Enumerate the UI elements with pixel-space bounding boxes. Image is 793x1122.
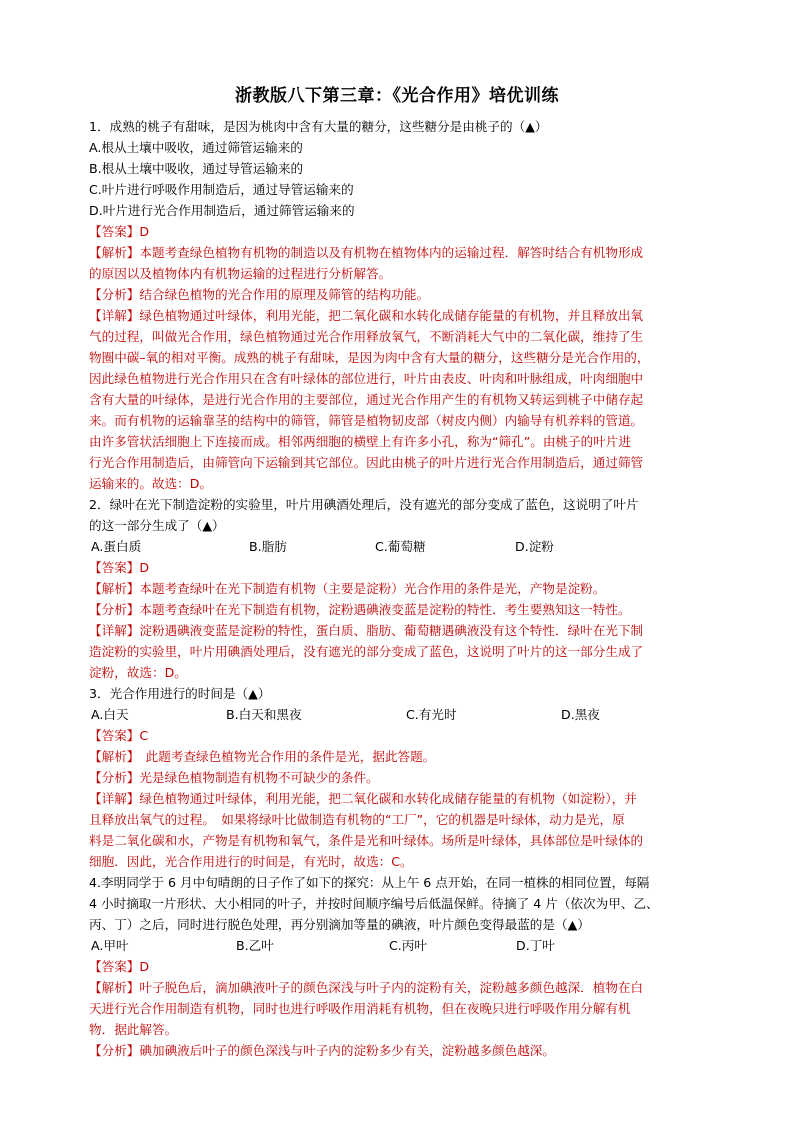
question-3 xyxy=(89,683,705,872)
question-4-jiexi-line: 【解析】叶子脱色后，滴加碘液叶子的颜色深浅与叶子内的淀粉有关，淀粉越多颜色越深．植物在白 xyxy=(89,980,644,995)
question-3-options xyxy=(89,704,705,725)
question-1-option-d: D.叶片进行光合作用制造后，通过筛管运输来的 xyxy=(89,203,355,218)
question-2 xyxy=(89,494,705,683)
question-2-stem-line: 的这一部分生成了（▲） xyxy=(89,518,225,533)
question-3-fenxi: 【分析】光是绿色植物制造有机物不可缺少的条件。 xyxy=(89,770,379,785)
question-2-option-d: D.淀粉 xyxy=(515,539,554,554)
question-1-xiangjie-line: 运输来的。故选：D。 xyxy=(89,476,213,491)
question-4-stem-line: 4 小时摘取一片形状、大小相同的叶子，并按时间顺序编号后低温保鲜。待摘了 4 片（依次为甲、乙、 xyxy=(89,896,659,911)
question-1-option-a: A.根从土壤中吸收，通过筛管运输来的 xyxy=(89,140,303,155)
document-title: 浙教版八下第三章：《光合作用》培优训练 xyxy=(235,86,559,106)
question-2-jiexi: 【解析】本题考查绿叶在光下制造有机物（主要是淀粉）光合作用的条件是光，产物是淀粉。 xyxy=(89,581,606,596)
question-3-option-d: D.黑夜 xyxy=(561,707,600,722)
question-1-option-b: B.根从土壤中吸收，通过导管运输来的 xyxy=(89,161,304,176)
document-page xyxy=(89,84,705,1061)
question-4-option-a: A.甲叶 xyxy=(91,938,129,953)
question-4-stem-line: 4.李明同学于 6 月中旬晴朗的日子作了如下的探究：从上午 6 点开始，在同一植株的相同位置，每隔 xyxy=(89,875,650,890)
question-2-xiangjie-line: 造淀粉的实验里，叶片用碘酒处理后，没有遮光的部分变成了蓝色，这说明了叶片的这一部分生成了 xyxy=(89,644,644,659)
question-4-option-d: D.丁叶 xyxy=(516,938,555,953)
question-1-xiangjie-line: 含有大量的叶绿体，是进行光合作用的主要部位，通过光合作用产生的有机物又转运到桃子中储存起 xyxy=(89,392,644,407)
question-2-option-c: C.葡萄糖 xyxy=(375,539,426,554)
question-3-jiexi: 【解析】 此题考查绿色植物光合作用的条件是光，据此答题。 xyxy=(89,749,436,764)
question-4-fenxi: 【分析】碘加碘液后叶子的颜色深浅与叶子内的淀粉多少有关，淀粉越多颜色越深。 xyxy=(89,1043,555,1058)
question-4-answer: 【答案】D xyxy=(89,959,150,974)
question-1-fenxi: 【分析】结合绿色植物的光合作用的原理及筛管的结构功能。 xyxy=(89,287,430,302)
question-3-option-a: A.白天 xyxy=(91,707,129,722)
question-3-xiangjie-line: 细胞．因此，光合作用进行的时间是，有光时，故选：C。 xyxy=(89,854,413,869)
question-2-answer: 【答案】D xyxy=(89,560,150,575)
question-1-jiexi-line: 【解析】本题考查绿色植物有机物的制造以及有机物在植物体内的运输过程．解答时结合有机物形成 xyxy=(89,245,644,260)
question-1-stem: 1．成熟的桃子有甜味，是因为桃肉中含有大量的糖分，这些糖分是由桃子的（▲） xyxy=(89,119,548,134)
question-1-xiangjie-line: 行光合作用制造后，由筛管向下运输到其它部位。因此由桃子的叶片进行光合作用制造后，通过筛管 xyxy=(89,455,644,470)
question-4-jiexi-line: 天进行光合作用制造有机物，同时也进行呼吸作用消耗有机物，但在夜晚只进行呼吸作用分解有机 xyxy=(89,1001,631,1016)
question-3-option-b: B.白天和黑夜 xyxy=(226,707,302,722)
question-4-option-b: B.乙叶 xyxy=(236,938,274,953)
question-2-option-b: B.脂肪 xyxy=(249,539,287,554)
question-1-xiangjie-line: 由许多管状活细胞上下连接而成。相邻两细胞的横壁上有许多小孔，称为“筛孔”。由桃子的叶片进 xyxy=(89,434,631,449)
question-4-stem-line: 丙、丁）之后，同时进行脱色处理，再分别滴加等量的碘液，叶片颜色变得最蓝的是（▲） xyxy=(89,917,590,932)
question-3-answer: 【答案】C xyxy=(89,728,149,743)
question-2-option-a: A.蛋白质 xyxy=(91,539,142,554)
question-1-xiangjie-line: 【详解】绿色植物通过叶绿体，利用光能，把二氧化碳和水转化成储存能量的有机物，并且释放出氧 xyxy=(89,308,644,323)
question-2-fenxi: 【分析】本题考查绿叶在光下制造有机物，淀粉遇碘液变蓝是淀粉的特性．考生要熟知这一特性。 xyxy=(89,602,631,617)
question-1-jiexi-line: 的原因以及植物体内有机物运输的过程进行分析解答。 xyxy=(89,266,392,281)
question-1-xiangjie-line: 来。而有机物的运输靠茎的结构中的筛管，筛管是植物韧皮部（树皮内侧）内输导有机养料的管道。 xyxy=(89,413,644,428)
question-3-xiangjie-line: 且释放出氧气的过程。 如果将绿叶比做制造有机物的“工厂”，它的机器是叶绿体，动力是光，原 xyxy=(89,812,625,827)
question-4-jiexi-line: 物．据此解答。 xyxy=(89,1022,178,1037)
question-1 xyxy=(89,116,705,494)
question-2-options xyxy=(89,536,705,557)
question-2-xiangjie-line: 淀粉，故选：D。 xyxy=(89,665,187,680)
question-3-xiangjie-line: 料是二氧化碳和水，产物是有机物和氧气，条件是光和叶绿体。场所是叶绿体，具体部位是叶绿体的 xyxy=(89,833,644,848)
question-4 xyxy=(89,872,705,1061)
question-1-xiangjie-line: 因此绿色植物进行光合作用只在含有叶绿体的部位进行，叶片由表皮、叶肉和叶脉组成，叶肉细胞中 xyxy=(89,371,644,386)
question-4-options xyxy=(89,935,705,956)
question-4-option-c: C.丙叶 xyxy=(389,938,427,953)
question-2-stem-line: 2．绿叶在光下制造淀粉的实验里，叶片用碘酒处理后，没有遮光的部分变成了蓝色，这说明了叶片 xyxy=(89,497,639,512)
question-3-xiangjie-line: 【详解】绿色植物通过叶绿体，利用光能，把二氧化碳和水转化成储存能量的有机物（如淀粉），并 xyxy=(89,791,637,806)
question-3-stem: 3．光合作用进行的时间是（▲） xyxy=(89,686,271,701)
question-3-option-c: C.有光时 xyxy=(406,707,457,722)
question-1-answer: 【答案】D xyxy=(89,224,150,239)
question-2-xiangjie-line: 【详解】淀粉遇碘液变蓝是淀粉的特性，蛋白质、脂肪、葡萄糖遇碘液没有这个特性．绿叶在光下制 xyxy=(89,623,644,638)
question-1-option-c: C.叶片进行呼吸作用制造后，通过导管运输来的 xyxy=(89,182,354,197)
question-1-xiangjie-line: 气的过程，叫做光合作用，绿色植物通过光合作用释放氧气，不断消耗大气中的二氧化碳，维持了生 xyxy=(89,329,644,344)
question-1-xiangjie-line: 物圈中碳–氧的相对平衡。成熟的桃子有甜味，是因为肉中含有大量的糖分，这些糖分是光合作用的， xyxy=(89,350,650,365)
